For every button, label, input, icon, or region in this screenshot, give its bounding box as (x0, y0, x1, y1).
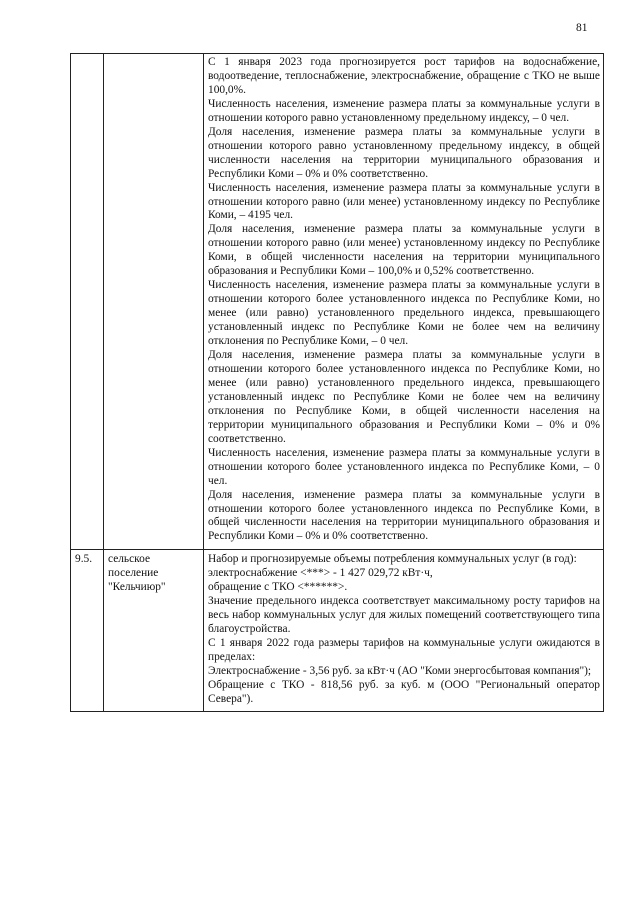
table-row (71, 54, 604, 550)
page-number: 81 (576, 22, 588, 34)
settlement-name-cell (104, 54, 204, 550)
paragraph: Обращение с ТКО - 818,56 руб. за куб. м (ООО "Региональный оператор Севера"). (208, 678, 600, 705)
description-cell (204, 550, 604, 711)
paragraph: Численность населения, изменение размера платы за коммунальные услуги в отношении которого более установленного индекса по Республике Коми, – 0 чел. (208, 446, 600, 487)
table-row (71, 550, 604, 711)
paragraph: С 1 января 2022 года размеры тарифов на коммунальные услуги ожидаются в пределах: (208, 637, 600, 664)
paragraph: обращение с ТКО <******>. (208, 581, 348, 594)
paragraph: Электроснабжение - 3,56 руб. за кВт·ч (АО "Коми энергосбытовая компания"); (208, 664, 592, 677)
paragraph: электроснабжение <***> - 1 427 029,72 кВт·ч, (208, 567, 433, 580)
paragraph: Набор и прогнозируемые объемы потребления коммунальных услуг (в год): (208, 553, 577, 566)
paragraph: Доля населения, изменение размера платы за коммунальные услуги в отношении которого равно (или менее) установленному индексу по Республике Коми, в общей численности населения на территории муниципального образования и Республики Коми – 100,0% и 0,52% соответственно. (208, 223, 600, 278)
paragraph: С 1 января 2023 года прогнозируется рост тарифов на водоснабжение, водоотведение, теплоснабжение, электроснабжение, обращение с ТКО не выше 100,0%. (208, 56, 600, 96)
paragraph: Численность населения, изменение размера платы за коммунальные услуги в отношении которого равно (или менее) установленному индексу по Республике Коми, – 4195 чел. (208, 181, 600, 222)
description-cell (204, 54, 604, 550)
paragraph: Значение предельного индекса соответствует максимальному росту тарифов на весь набор коммунальных услуг для жилых помещений соответствующего типа благоустройства. (208, 595, 600, 636)
paragraph: Численность населения, изменение размера платы за коммунальные услуги в отношении которого более установленного индекса по Республике Коми, но менее (или равно) установленного предельного индекса, превышающего установленный индекс по Республике Коми не более чем на величину отклонения по Республике Коми, – 0 чел. (208, 279, 600, 348)
paragraph: Доля населения, изменение размера платы за коммунальные услуги в отношении которого равно установленному предельному индексу, в общей численности населения на территории муниципального образования и Республики Коми – 0% и 0% соответственно. (208, 125, 600, 180)
row-number-cell (71, 54, 104, 550)
settlement-name-cell: сельское поселение "Кельчиюр" (104, 550, 204, 711)
tariff-table (70, 53, 604, 712)
paragraph: Доля населения, изменение размера платы за коммунальные услуги в отношении которого более установленного индекса по Республике Коми, в общей численности населения на территории муниципального образования и Республики Коми – 0% и 0% соответственно. (208, 488, 600, 543)
row-number-cell: 9.5. (71, 550, 104, 711)
paragraph: Численность населения, изменение размера платы за коммунальные услуги в отношении которого равно установленному предельному индексу, – 0 чел. (208, 97, 600, 124)
paragraph: Доля населения, изменение размера платы за коммунальные услуги в отношении которого более установленного индекса по Республике Коми, но менее (или равно) установленного предельного индекса, превышающего установленный индекс по Республике Коми не более чем на величину отклонения по Республике Коми, в общей численности населения на территории муниципального образования и Республики Коми – 0% и 0% соответственно. (208, 349, 600, 445)
